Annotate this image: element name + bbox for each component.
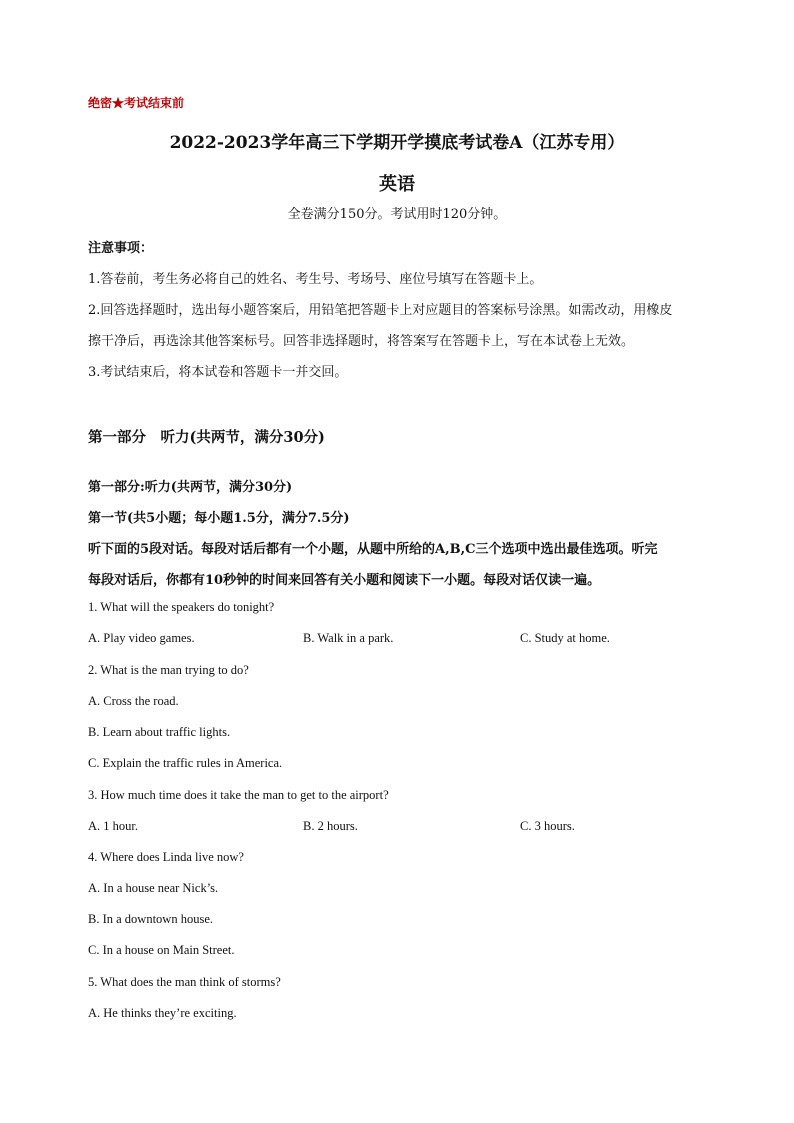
answer-option: A. Cross the road. [88,694,179,708]
question-stem: 2. What is the man trying to do? [88,663,249,677]
part1-subheading: 第一部分:听力(共两节，满分30分) [88,480,293,495]
answer-option: B. 2 hours. [303,819,358,833]
subject-title: 英语 [379,174,415,195]
answer-option: A. In a house near Nick’s. [88,881,219,895]
notice-item: 2.回答选择题时，选出每小题答案后，用铅笔把答题卡上对应题目的答案标号涂黑。如需改动，用橡皮 [88,303,673,318]
answer-option: C. Study at home. [520,631,610,645]
question-stem: 4. Where does Linda live now? [88,850,244,864]
question-stem: 5. What does the man think of storms? [88,975,281,989]
part1-heading: 第一部分 听力(共两节，满分30分) [88,429,325,446]
exam-title: 2022-2023学年高三下学期开学摸底考试卷A（江苏专用） [169,133,625,153]
notice-item: 擦干净后，再选涂其他答案标号。回答非选择题时，将答案写在答题卡上，写在本试卷上无效。 [88,334,635,349]
notice-item: 3.考试结束后，将本试卷和答题卡一并交回。 [88,365,348,380]
answer-option: C. 3 hours. [520,819,575,833]
notice-heading: 注意事项： [88,241,154,256]
score-info: 全卷满分150分。考试用时120分钟。 [287,207,507,222]
listening-instructions: 每段对话后，你都有10秒钟的时间来回答有关小题和阅读下一小题。每段对话仅读一遍。 [88,573,601,588]
answer-option: B. Learn about traffic lights. [88,725,231,739]
section1-heading: 第一节(共5小题；每小题1.5分，满分7.5分) [88,511,350,526]
answer-option: A. 1 hour. [88,819,138,833]
answer-option: A. Play video games. [88,631,195,645]
answer-option: B. Walk in a park. [303,631,394,645]
answer-option: A. He thinks they’re exciting. [88,1006,237,1020]
question-stem: 3. How much time does it take the man to get to the airport? [88,788,389,802]
confidential-label: 绝密★考试结束前 [88,96,185,110]
notice-item: 1.答卷前，考生务必将自己的姓名、考生号、考场号、座位号填写在答题卡上。 [88,272,543,287]
listening-instructions: 听下面的5段对话。每段对话后都有一个小题，从题中所给的A,B,C三个选项中选出最佳选项。听完 [88,542,658,557]
answer-option: C. In a house on Main Street. [88,943,235,957]
question-stem: 1. What will the speakers do tonight? [88,600,275,614]
answer-option: B. In a downtown house. [88,912,213,926]
answer-option: C. Explain the traffic rules in America. [88,756,283,770]
